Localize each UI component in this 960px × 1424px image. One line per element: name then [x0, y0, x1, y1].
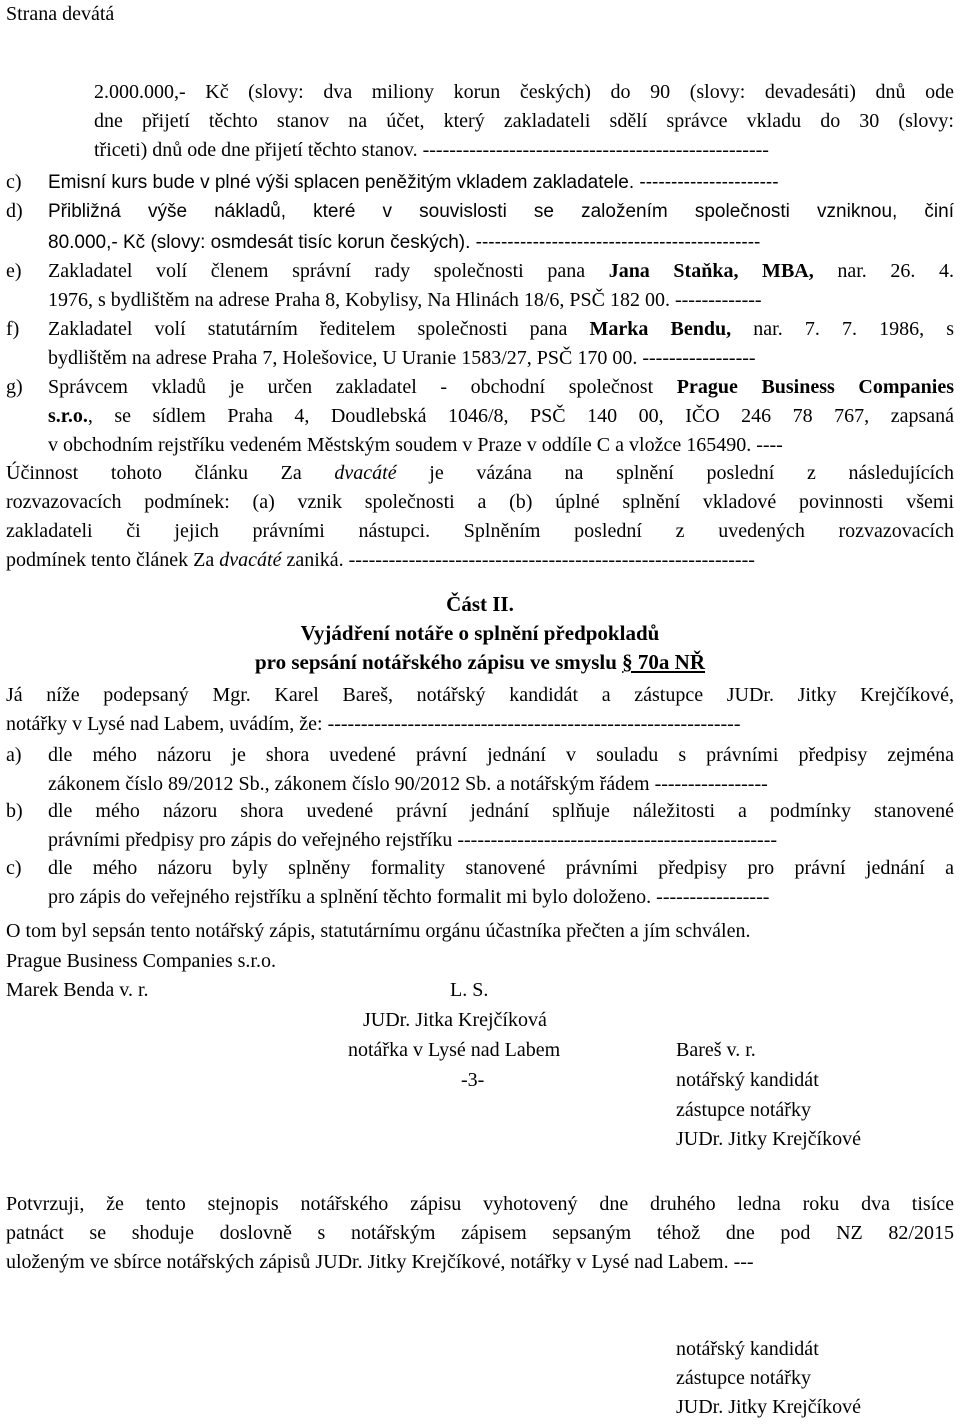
candidate-notary: JUDr. Jitky Krejčíkové: [676, 1128, 861, 1150]
declaration-paragraph: Já níže podepsaný Mgr. Karel Bareš, notářský kandidát a zástupce JUDr. Jitky Krejčíkové, notářky v Lysé nad Labem, uvádím, že: --------------------------------------------------------------: [6, 684, 954, 735]
intro-line-3: třiceti) dnů ode dne přijetí těchto stanov. ----------------------------------------------------: [94, 139, 769, 161]
certification-signature-deputy: zástupce notářky: [676, 1367, 811, 1389]
closing-statement: O tom byl sepsán tento notářský zápis, statutárnímu orgánu účastníka přečten a jím schválen.: [6, 920, 751, 942]
candidate-role: notářský kandidát: [676, 1069, 819, 1091]
part-number: Část II.: [446, 592, 514, 616]
effect-paragraph: Účinnost tohoto článku Za dvacáté je vázána na splnění poslední z následujících rozvazovacích podmínek: (a) vznik společnosti a (b) úplné splnění vkladové povinnosti všemi zakladateli či jejich právními nástupci. Splněním poslední z uvedených rozvazovacích podmínek tento článek Za dvacáté zaniká. -------------------------------------------------------------: [6, 462, 955, 571]
signer-name: Marek Benda v. r.: [6, 979, 149, 1001]
certification-signature-notary: JUDr. Jitky Krejčíkové: [676, 1396, 861, 1418]
part-title-line1: Vyjádření notáře o splnění předpokladů: [300, 621, 660, 645]
intro-paragraph: [94, 78, 954, 107]
certification-paragraph: Potvrzuji, že tento stejnopis notářského zápisu vyhotovený dne druhého ledna roku dva tisíce patnáct se shoduje doslovně s notářským zápisem sepsaným téhož dne pod NZ 82/2015 uloženým ve sbírce notářských zápisů JUDr. Jitky Krejčíkové, notářky v Lysé nad Labem. ---: [6, 1193, 954, 1273]
company-name: Prague Business Companies s.r.o.: [6, 950, 276, 972]
page-label: Strana devátá: [6, 3, 115, 25]
legal-reference: § 70a NŘ: [622, 650, 706, 674]
seal-mark: L. S.: [450, 979, 489, 1001]
intro-line: 2.000.000,- Kč (slovy: dva miliony korun českých) do 90 (slovy: devadesáti) dnů ode: [94, 81, 954, 103]
part-title-line2: pro sepsání notářského zápisu ve smyslu § 70a NŘ: [254, 650, 706, 674]
candidate-deputy: zástupce notářky: [676, 1099, 811, 1121]
page-number: -3-: [461, 1069, 485, 1091]
certification-signature-role: notářský kandidát: [676, 1338, 819, 1360]
intro-line-2: dne přijetí těchto stanov na účet, který zakladateli sdělí správce vkladu do 30 (slovy:: [94, 110, 954, 132]
notary-name: JUDr. Jitka Krejčíková: [363, 1009, 547, 1031]
candidate-signature-name: Bareš v. r.: [676, 1039, 756, 1061]
notary-title: notářka v Lysé nad Labem: [348, 1039, 561, 1061]
